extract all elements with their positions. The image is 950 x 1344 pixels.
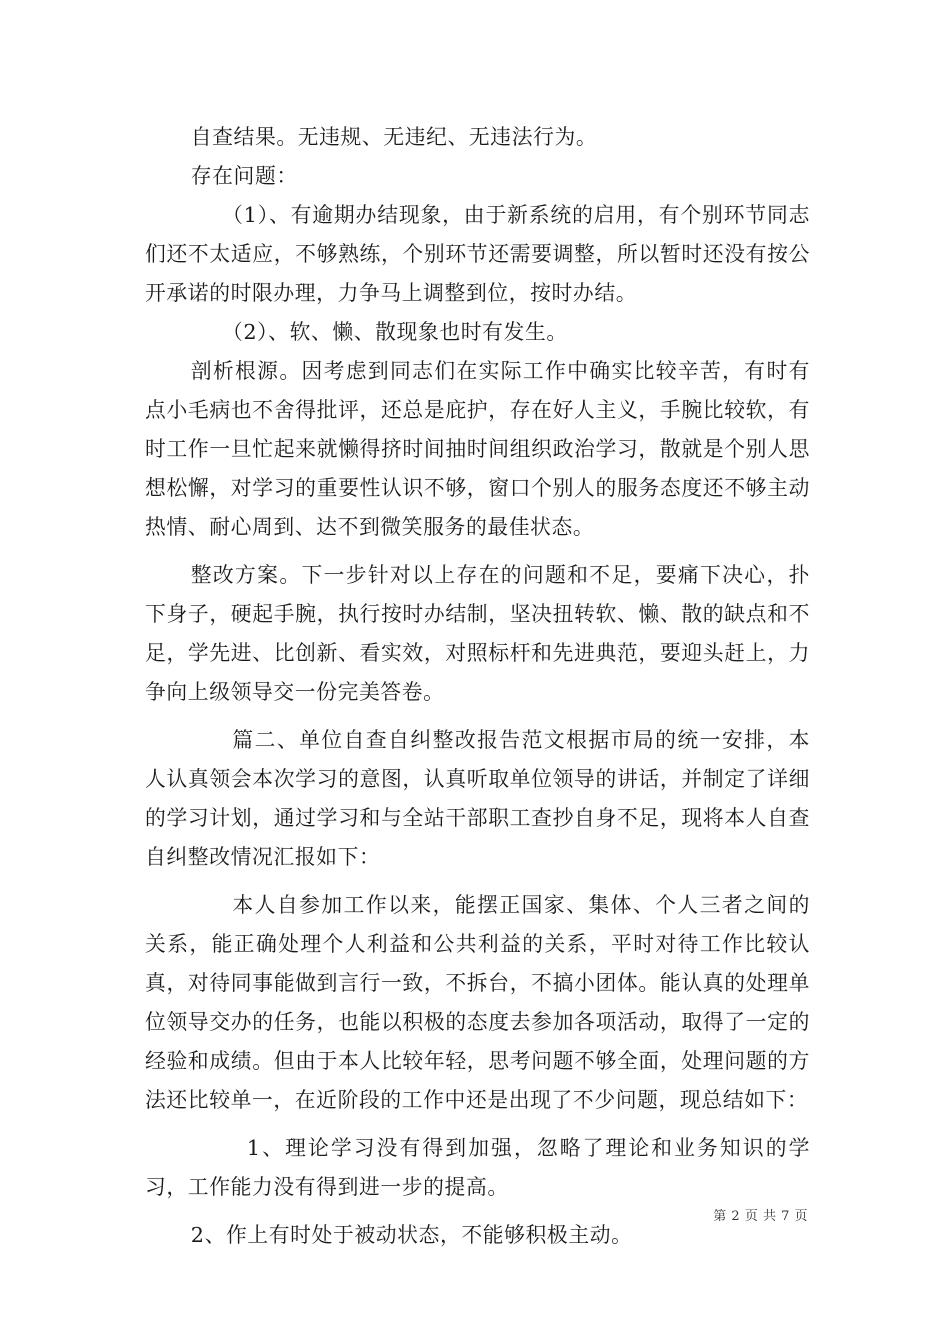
paragraph-article-two-intro: 篇二、单位自查自纠整改报告范文根据市局的统一安排，本人认真领会本次学习的意图，认真听取单位领导的讲话，并制定了详细的学习计划，通过学习和与全站干部职工查抄自身不足，现将本人自查自纠整改情况汇报如下： (145, 728, 810, 869)
paragraph-self-review: 本人自参加工作以来，能摆正国家、集体、个人三者之间的关系，能正确处理个人利益和公共利益的关系，平时对待工作比较认真，对待同事能做到言行一致，不拆台，不搞小团体。能认真的处理单位领导交办的任务，也能以积极的态度去参加各项活动，取得了一定的经验和成绩。但由于本人比较年轻，思考问题不够全面，处理问题的方法还比较单一，在近阶段的工作中还是出现了不少问题，现总结如下： (145, 893, 810, 1112)
paragraph-item-1: 1、理论学习没有得到加强，忽略了理论和业务知识的学习，工作能力没有得到进一步的提高。 (145, 1136, 810, 1199)
paragraph-problem-1: （1）、有逾期办结现象，由于新系统的启用，有个别环节同志们还不太适应，不够熟练，个别环节还需要调整，所以暂时还没有按公开承诺的时限办理，力争马上调整到位，按时办结。 (145, 203, 810, 305)
paragraph-item-2: 2、作上有时处于被动状态，不能够积极主动。 (190, 1223, 633, 1247)
paragraph-existing-problems-heading: 存在问题： (190, 164, 298, 188)
page-number-footer: 第 2 页 共 7 页 (713, 1209, 808, 1224)
document-body (145, 118, 810, 1255)
paragraph-problem-2: （2）、软、懒、散现象也时有发生。 (221, 320, 568, 344)
paragraph-rectification-plan: 整改方案。下一步针对以上存在的问题和不足，要痛下决心，扑下身子，硬起手腕，执行按时办结制，坚决扭转软、懒、散的缺点和不足，学先进、比创新、看实效，对照标杆和先进典范，要迎头赶上，力争向上级领导交一份完美答卷。 (145, 563, 810, 704)
paragraph-self-check-result: 自查结果。无违规、无违纪、无违法行为。 (190, 125, 598, 149)
paragraph-root-cause-analysis: 剖析根源。因考虑到同志们在实际工作中确实比较辛苦，有时有点小毛病也不舍得批评，还总是庇护，存在好人主义，手腕比较软，有时工作一旦忙起来就懒得挤时间抽时间组织政治学习，散就是个别人思想松懈，对学习的重要性认识不够，窗口个别人的服务态度还不够主动热情、耐心周到、达不到微笑服务的最佳状态。 (145, 359, 810, 539)
